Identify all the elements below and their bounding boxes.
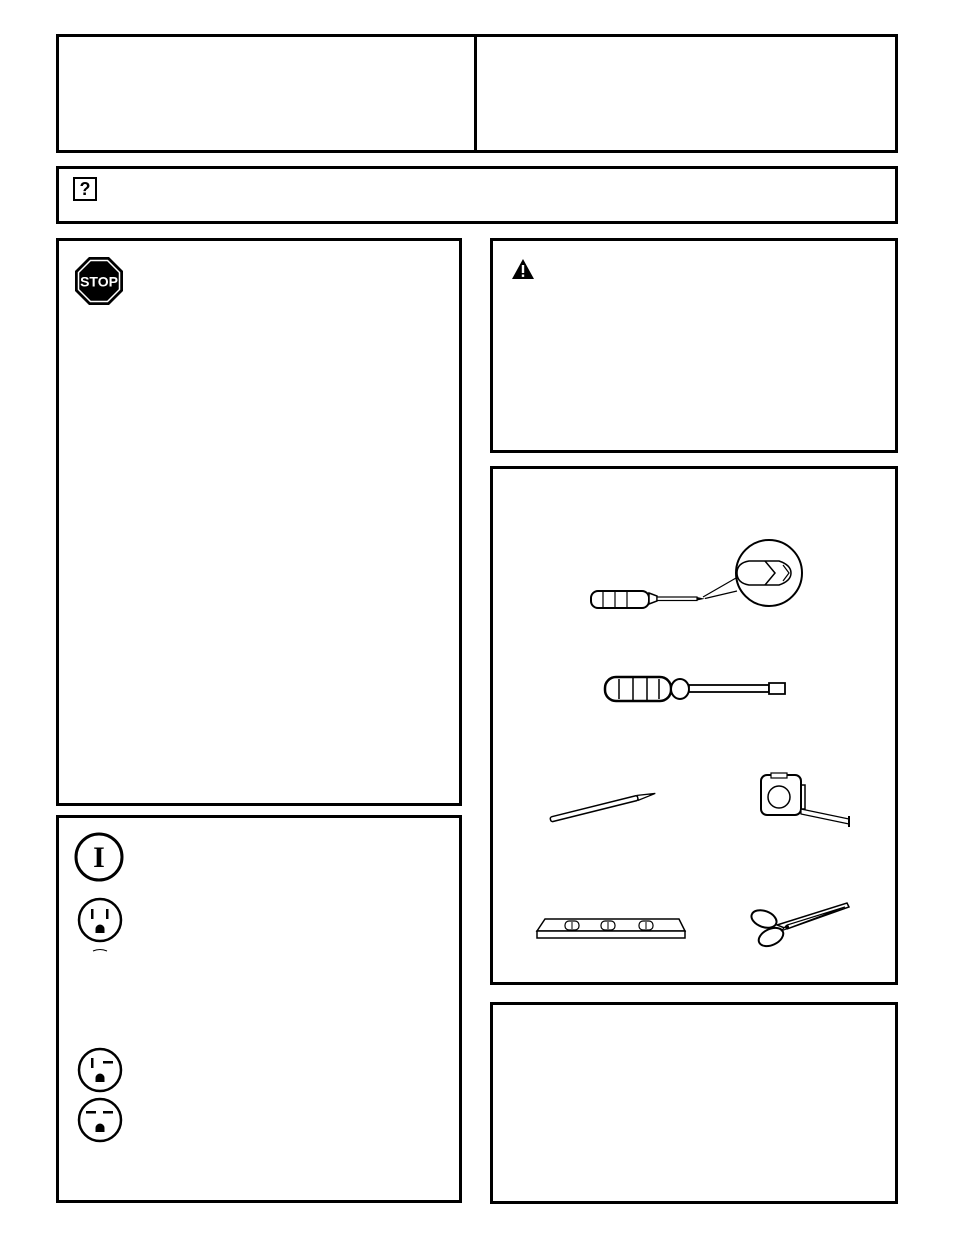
header-box bbox=[56, 34, 898, 153]
info-circle-icon bbox=[73, 831, 125, 883]
info-panel bbox=[56, 815, 462, 1203]
question-bar bbox=[56, 166, 898, 224]
warning-panel bbox=[490, 238, 898, 453]
stop-sign-text: STOP bbox=[80, 273, 118, 290]
scissors-icon bbox=[747, 899, 853, 951]
grounded-outlet-icon bbox=[76, 896, 124, 954]
tape-measure-icon bbox=[757, 771, 855, 831]
stop-sign-icon bbox=[74, 256, 124, 306]
level-icon bbox=[535, 911, 687, 941]
info-glyph: I bbox=[93, 841, 105, 874]
flat-blade-screwdriver-icon bbox=[603, 673, 789, 707]
phillips-screwdriver-icon bbox=[587, 535, 809, 611]
notes-panel bbox=[490, 1002, 898, 1204]
warning-triangle-icon bbox=[511, 258, 535, 280]
stop-panel bbox=[56, 238, 462, 806]
header-divider bbox=[474, 37, 477, 150]
outlet-15a-icon bbox=[76, 1046, 124, 1094]
pencil-icon bbox=[545, 789, 661, 825]
tools-panel bbox=[490, 466, 898, 985]
question-mark-icon: ? bbox=[73, 177, 97, 201]
outlet-20a-icon bbox=[76, 1096, 124, 1144]
